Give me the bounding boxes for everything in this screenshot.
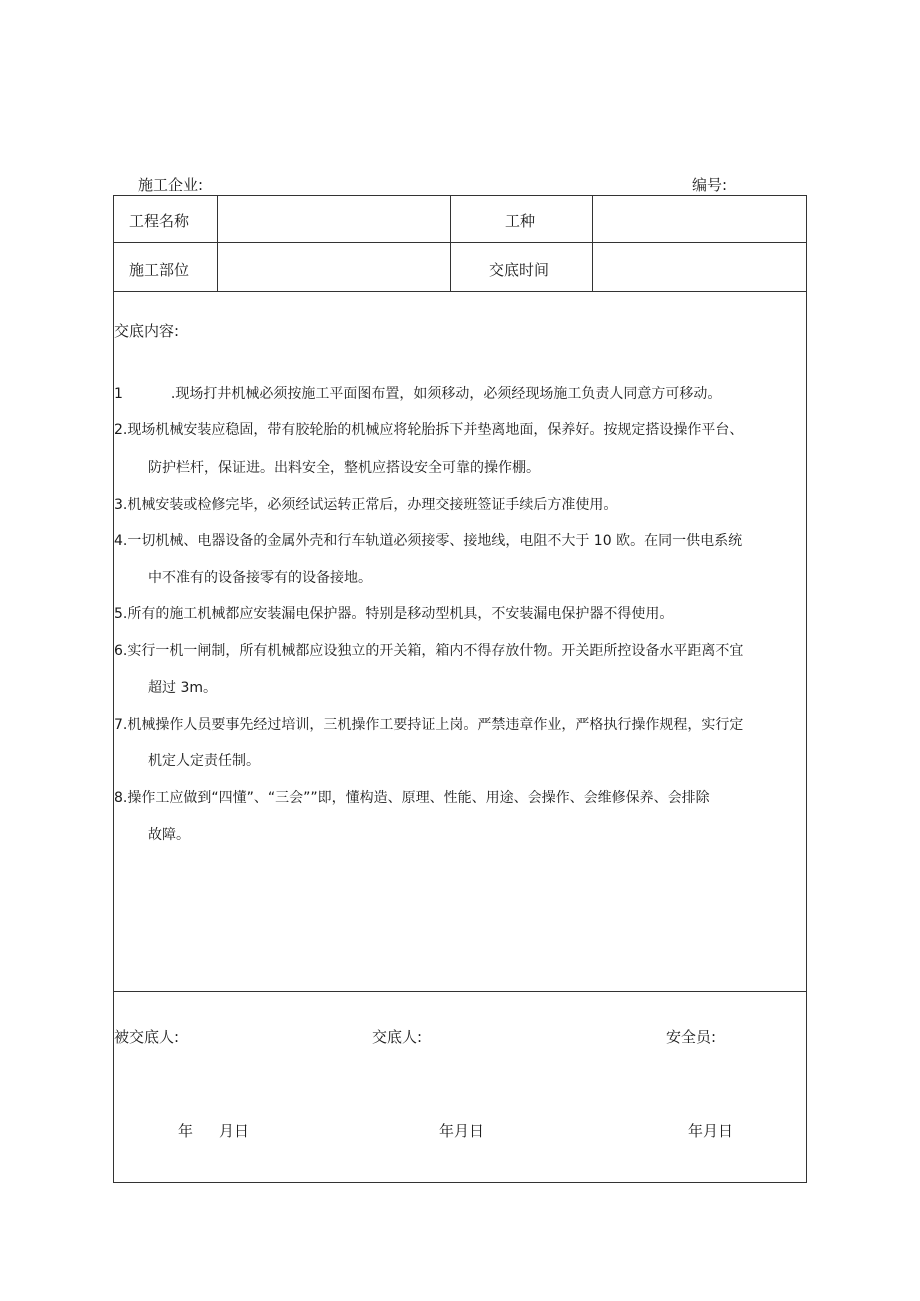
col-divider-1 xyxy=(217,195,218,292)
item-text: 一切机械、电器设备的金属外壳和行车轨道必须接零、接地线，电阻不大于 10 欧。在同一供电系统 xyxy=(127,533,743,549)
item-number: 3. xyxy=(114,497,128,513)
item-number: 7. xyxy=(114,717,128,733)
item-continuation: 故障。 xyxy=(148,827,190,843)
item-text: 操作工应做到“四懂”、“三会””即，懂构造、原理、性能、用途、会操作、会维修保养、会排除 xyxy=(127,790,710,806)
content-title: 交底内容: xyxy=(114,322,180,340)
item-continuation: 超过 3m。 xyxy=(148,680,217,696)
item-continuation: 防护栏杆，保证进。出料安全，整机应搭设安全可靠的操作棚。 xyxy=(148,460,540,476)
item-continuation: 机定人定责任制。 xyxy=(148,753,260,769)
item-number: 8. xyxy=(114,790,128,806)
company-label: 施工企业: xyxy=(138,176,204,194)
location-label: 施工部位 xyxy=(129,261,190,279)
recipient-date-year: 年 xyxy=(178,1122,194,1140)
item-text: 现场机械安装应稳固，带有胶轮胎的机械应将轮胎拆下并垫离地面，保养好。按规定搭设操作平台、 xyxy=(127,422,744,438)
item-continuation: 中不准有的设备接零有的设备接地。 xyxy=(148,570,372,586)
list-item xyxy=(114,531,742,551)
list-item xyxy=(114,715,743,735)
item-text: 机械安装或检修完毕，必须经试运转正常后，办理交接班签证手续后方准使用。 xyxy=(127,497,618,513)
list-item xyxy=(114,788,710,808)
item-number: 6. xyxy=(114,643,128,659)
item-number: 2. xyxy=(114,422,128,438)
item-text: .现场打井机械必须按施工平面图布置，如须移动，必须经现场施工负责人同意方可移动。 xyxy=(170,386,722,402)
list-item xyxy=(114,604,673,624)
list-item xyxy=(114,384,721,404)
time-label: 交底时间 xyxy=(489,261,550,279)
list-item xyxy=(114,420,743,440)
project-name-label: 工程名称 xyxy=(129,212,190,230)
item-number: 4. xyxy=(114,533,128,549)
list-item xyxy=(114,495,617,515)
item-number: 5. xyxy=(114,606,128,622)
col-divider-3 xyxy=(592,195,593,292)
presenter-label: 交底人: xyxy=(372,1028,423,1046)
presenter-date: 年月日 xyxy=(439,1122,485,1140)
item-text: 实行一机一闸制，所有机械都应设独立的开关箱，箱内不得存放什物。开关距所控设备水平距离不宜 xyxy=(127,643,744,659)
item-text: 所有的施工机械都应安装漏电保护器。特别是移动型机具，不安装漏电保护器不得使用。 xyxy=(127,606,674,622)
recipient-date-month-day: 月日 xyxy=(219,1122,250,1140)
col-divider-2 xyxy=(450,195,451,292)
recipient-label: 被交底人: xyxy=(114,1028,180,1046)
safety-officer-label: 安全员: xyxy=(666,1028,717,1046)
list-item xyxy=(114,641,743,661)
safety-officer-date: 年月日 xyxy=(688,1122,734,1140)
row-divider-3 xyxy=(113,991,807,992)
item-number: 1 xyxy=(114,386,123,402)
number-label: 编号: xyxy=(692,176,728,194)
trade-label: 工种 xyxy=(505,212,536,230)
item-text: 机械操作人员要事先经过培训，三机操作工要持证上岗。严禁违章作业，严格执行操作规程，实行定 xyxy=(127,717,744,733)
